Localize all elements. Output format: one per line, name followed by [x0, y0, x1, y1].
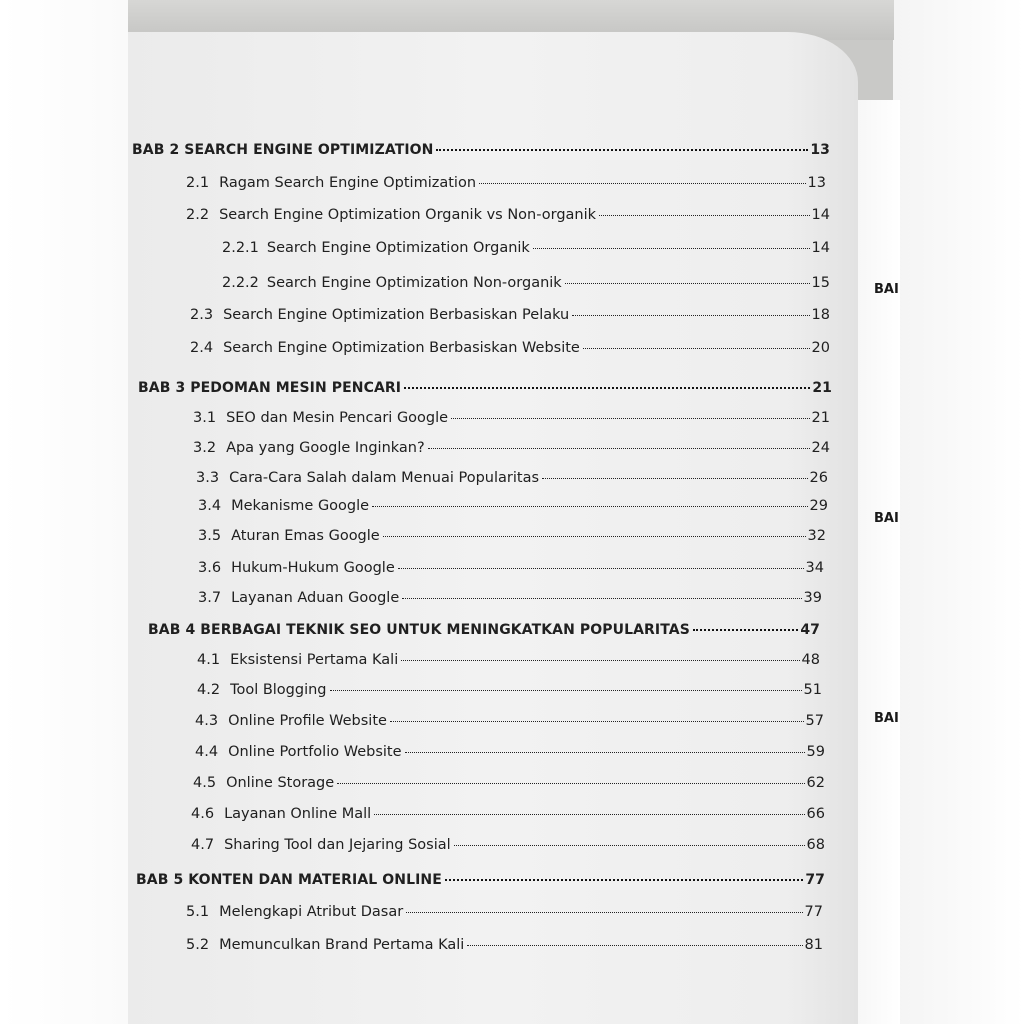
page-number: 59: [806, 744, 825, 760]
section-title: Online Profile Website: [228, 713, 387, 729]
section-number: 5.2: [186, 937, 210, 953]
dot-leader: [372, 506, 807, 507]
page-number: 62: [806, 775, 825, 791]
toc-section-row: [191, 806, 825, 822]
chapter-title: BAB 5 KONTEN DAN MATERIAL ONLINE: [136, 872, 442, 888]
toc-section-row: [186, 207, 830, 223]
section-title: Mekanisme Google: [231, 498, 370, 514]
toc-section-row: [193, 775, 825, 791]
dot-leader: [398, 568, 804, 569]
dot-leader: [436, 149, 808, 151]
dot-leader: [583, 348, 810, 349]
dot-leader: [405, 752, 805, 753]
page-number: 20: [811, 340, 830, 356]
section-number: 5.1: [186, 904, 210, 920]
page-number: 47: [800, 622, 820, 638]
page-number: 77: [804, 904, 823, 920]
dot-leader: [533, 248, 810, 249]
toc-section-row: [186, 175, 826, 191]
dot-leader: [572, 315, 809, 316]
section-title: Search Engine Optimization Berbasiskan Website: [223, 340, 580, 356]
section-number: 2.2: [186, 207, 210, 223]
toc-section-row: [222, 240, 830, 256]
dot-leader: [337, 783, 804, 784]
section-number: 4.2: [197, 682, 221, 698]
section-title: Eksistensi Pertama Kali: [230, 652, 399, 668]
page-number: 51: [803, 682, 822, 698]
dot-leader: [383, 536, 806, 537]
toc-section-row: [198, 590, 822, 606]
page-number: 18: [811, 307, 830, 323]
dot-leader: [374, 814, 804, 815]
toc-chapter-row: [132, 142, 830, 158]
page-number: 29: [809, 498, 828, 514]
dot-leader: [565, 283, 810, 284]
section-title: Aturan Emas Google: [231, 528, 380, 544]
dot-leader: [467, 945, 802, 946]
section-title: Cara-Cara Salah dalam Menuai Popularitas: [229, 470, 540, 486]
page-number: 77: [805, 872, 825, 888]
dot-leader: [330, 690, 802, 691]
background-right: [893, 0, 1024, 1024]
section-number: 4.6: [191, 806, 215, 822]
page-number: 14: [811, 207, 830, 223]
section-number: 3.1: [193, 410, 217, 426]
page-number: 68: [806, 837, 825, 853]
section-number: 3.4: [198, 498, 222, 514]
page-number: 57: [805, 713, 824, 729]
next-page-text: BAI: [874, 511, 899, 526]
toc-section-row: [193, 410, 830, 426]
section-title: Hukum-Hukum Google: [231, 560, 395, 576]
toc-section-row: [222, 275, 830, 291]
dot-leader: [451, 418, 809, 419]
page-number: 13: [810, 142, 830, 158]
toc-chapter-row: [136, 872, 825, 888]
section-title: Tool Blogging: [230, 682, 327, 698]
section-title: Apa yang Google Inginkan?: [226, 440, 425, 456]
section-number: 2.2.1: [222, 240, 259, 256]
section-title: Sharing Tool dan Jejaring Sosial: [224, 837, 451, 853]
toc-chapter-row: [148, 622, 820, 638]
toc-section-row: [186, 904, 823, 920]
page-number: 14: [811, 240, 830, 256]
section-title: Search Engine Optimization Berbasiskan Pelaku: [223, 307, 570, 323]
section-number: 4.5: [193, 775, 217, 791]
section-number: 3.6: [198, 560, 222, 576]
toc-section-row: [191, 837, 825, 853]
toc-section-row: [195, 713, 824, 729]
dot-leader: [542, 478, 808, 479]
page-number: 48: [801, 652, 820, 668]
section-title: SEO dan Mesin Pencari Google: [226, 410, 449, 426]
section-number: 3.5: [198, 528, 222, 544]
page-number: 21: [811, 410, 830, 426]
section-title: Memunculkan Brand Pertama Kali: [219, 937, 465, 953]
section-title: Search Engine Optimization Non-organik: [266, 275, 562, 291]
dot-leader: [406, 912, 802, 913]
dot-leader: [445, 879, 803, 881]
section-title: Online Portfolio Website: [228, 744, 402, 760]
next-page-text: BAI: [874, 282, 899, 297]
page-number: 32: [807, 528, 826, 544]
page-number: 24: [811, 440, 830, 456]
dot-leader: [404, 387, 810, 389]
section-number: 4.1: [197, 652, 221, 668]
section-title: Search Engine Optimization Organik vs Non-organik: [219, 207, 597, 223]
toc-section-row: [198, 498, 828, 514]
dot-leader: [401, 660, 799, 661]
dot-leader: [428, 448, 810, 449]
toc-section-row: [193, 440, 830, 456]
page-number: 15: [811, 275, 830, 291]
page-number: 34: [805, 560, 824, 576]
section-number: 3.7: [198, 590, 222, 606]
section-number: 4.3: [195, 713, 219, 729]
section-title: Melengkapi Atribut Dasar: [219, 904, 404, 920]
section-number: 4.7: [191, 837, 215, 853]
chapter-title: BAB 4 BERBAGAI TEKNIK SEO UNTUK MENINGKATKAN POPULARITAS: [148, 622, 690, 638]
page-number: 39: [803, 590, 822, 606]
toc-section-row: [198, 560, 824, 576]
page-number: 26: [809, 470, 828, 486]
section-number: 2.2.2: [222, 275, 259, 291]
section-title: Ragam Search Engine Optimization: [219, 175, 477, 191]
dot-leader: [454, 845, 805, 846]
toc-section-row: [198, 528, 826, 544]
toc-section-row: [197, 682, 822, 698]
toc-section-row: [195, 744, 825, 760]
dot-leader: [402, 598, 801, 599]
section-number: 3.3: [196, 470, 220, 486]
page-number: 21: [812, 380, 832, 396]
dot-leader: [479, 183, 806, 184]
dot-leader: [390, 721, 804, 722]
section-number: 2.3: [190, 307, 214, 323]
chapter-title: BAB 2 SEARCH ENGINE OPTIMIZATION: [132, 142, 434, 158]
page-number: 66: [806, 806, 825, 822]
toc-section-row: [196, 470, 828, 486]
toc-section-row: [190, 307, 830, 323]
toc-section-row: [186, 937, 823, 953]
background-left: [0, 0, 130, 1024]
section-title: Search Engine Optimization Organik: [266, 240, 530, 256]
page-number: 13: [807, 175, 826, 191]
toc-chapter-row: [138, 380, 832, 396]
section-number: 2.1: [186, 175, 210, 191]
section-number: 2.4: [190, 340, 214, 356]
section-number: 3.2: [193, 440, 217, 456]
chapter-title: BAB 3 PEDOMAN MESIN PENCARI: [138, 380, 402, 396]
section-title: Layanan Aduan Google: [231, 590, 400, 606]
section-title: Layanan Online Mall: [224, 806, 372, 822]
section-number: 4.4: [195, 744, 219, 760]
toc-section-row: [197, 652, 820, 668]
toc-section-row: [190, 340, 830, 356]
next-page-text: BAI: [874, 711, 899, 726]
section-title: Online Storage: [226, 775, 335, 791]
dot-leader: [599, 215, 810, 216]
page-number: 81: [804, 937, 823, 953]
dot-leader: [693, 629, 798, 631]
